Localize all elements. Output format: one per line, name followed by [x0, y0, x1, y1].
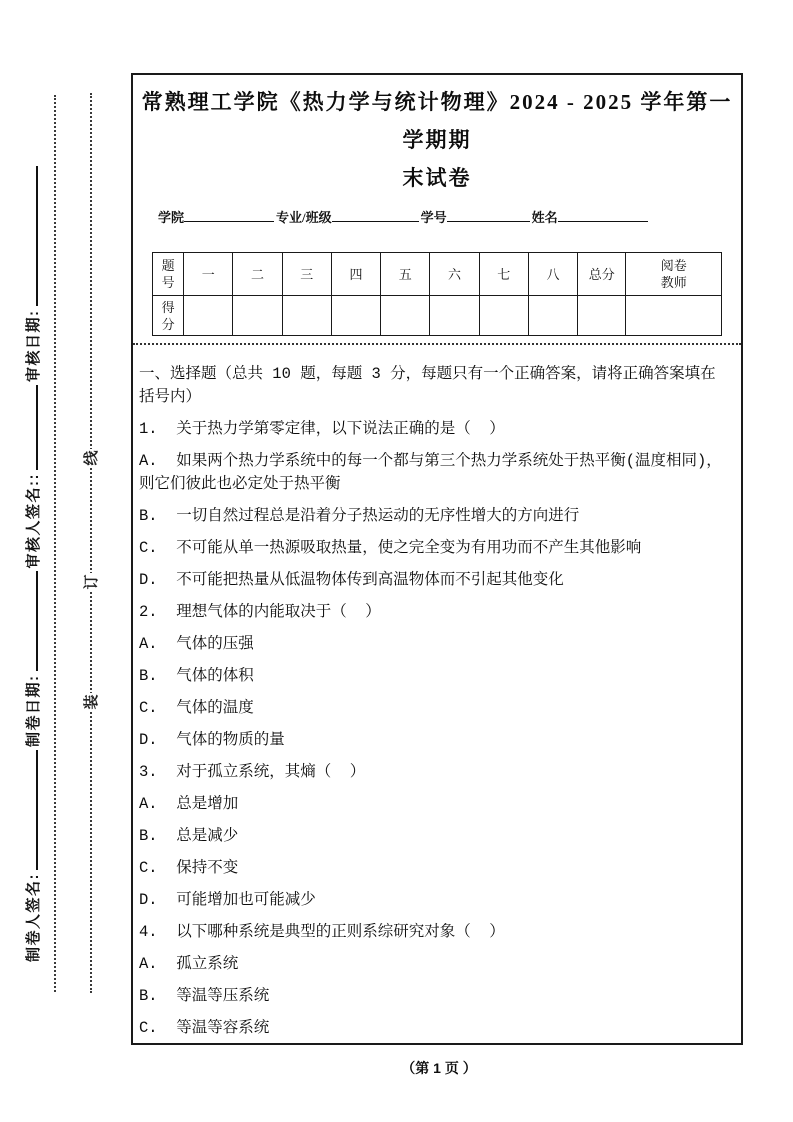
question-area — [137, 363, 737, 1040]
page-number: （第 1 页 ） — [401, 1060, 477, 1076]
score-cell-1 — [184, 296, 233, 336]
review-date-blank — [23, 167, 38, 307]
question-1-option-a: A. 如果两个热力学系统中的每一个都与第三个热力学系统处于热平衡(温度相同)，则它们彼此也必定处于热平衡 — [139, 452, 722, 493]
question-2-option-b: B. 气体的体积 — [139, 667, 254, 685]
score-table-col-5: 五 — [381, 253, 430, 296]
score-table-col-7: 七 — [479, 253, 528, 296]
exam-title-line2: 末试卷 — [402, 166, 472, 190]
score-table-corner-cell: 题号 — [153, 253, 184, 296]
exam-content-box — [131, 73, 743, 1045]
question-1-option-d: D. 不可能把热量从低温物体传到高温物体而不引起其他变化 — [139, 571, 564, 589]
margin-signature-line — [22, 150, 46, 962]
section-1-heading: 一、选择题（总共 10 题，每题 3 分，每题只有一个正确答案，请将正确答案填在括号内） — [139, 365, 716, 406]
question-4-option-a: A. 孤立系统 — [139, 955, 239, 973]
question-4-option-c: C. 等温等容系统 — [139, 1019, 270, 1037]
name-label: 姓名 — [531, 210, 558, 225]
question-2-option-c: C. 气体的温度 — [139, 699, 254, 717]
question-4: 4. 以下哪种系统是典型的正则系综研究对象（ ） — [139, 923, 505, 941]
paper-maker-date-label: 制卷日期: — [25, 674, 42, 747]
binding-char-ding: 订 — [83, 574, 100, 590]
question-4-option-b: B. 等温等压系统 — [139, 987, 270, 1005]
score-cell-2 — [233, 296, 282, 336]
score-cell-5 — [381, 296, 430, 336]
question-3-option-d: D. 可能增加也可能减少 — [139, 891, 316, 909]
score-cell-8 — [528, 296, 577, 336]
dotted-separator — [133, 343, 741, 345]
paper-maker-date-blank — [23, 572, 38, 672]
score-table-col-grader: 阅卷教师 — [626, 253, 722, 296]
score-cell-grader — [626, 296, 722, 336]
question-2: 2. 理想气体的内能取决于（ ） — [139, 603, 381, 621]
major-class-label: 专业/班级 — [276, 210, 332, 225]
question-1: 1. 关于热力学第零定律，以下说法正确的是（ ） — [139, 420, 505, 438]
score-table-col-1: 一 — [184, 253, 233, 296]
score-cell-4 — [331, 296, 380, 336]
question-1-option-b: B. 一切自然过程总是沿着分子热运动的无序性增大的方向进行 — [139, 507, 580, 525]
paper-maker-signature-label: 制卷人签名: — [25, 873, 42, 962]
score-table-col-4: 四 — [331, 253, 380, 296]
score-table-score-row — [153, 296, 722, 336]
question-3-option-c: C. 保持不变 — [139, 859, 239, 877]
score-row-label-cell: 得分 — [153, 296, 184, 336]
binding-char-zhuang: 装 — [83, 694, 100, 710]
score-table-col-3: 三 — [282, 253, 331, 296]
exam-title — [137, 83, 737, 197]
paper-maker-signature-blank — [23, 750, 38, 870]
question-3: 3. 对于孤立系统，其熵（ ） — [139, 763, 366, 781]
binding-char-xian: 线 — [83, 450, 100, 466]
question-2-option-a: A. 气体的压强 — [139, 635, 254, 653]
exam-title-line1: 常熟理工学院《热力学与统计物理》2024 - 2025 学年第一学期期 — [141, 90, 733, 152]
score-table-col-2: 二 — [233, 253, 282, 296]
major-class-blank — [332, 209, 419, 222]
score-cell-7 — [479, 296, 528, 336]
score-table-header-row — [153, 253, 722, 296]
score-table-col-total: 总分 — [578, 253, 626, 296]
score-table — [152, 252, 722, 336]
question-2-option-d: D. 气体的物质的量 — [139, 731, 285, 749]
college-label: 学院 — [158, 210, 185, 225]
score-table-col-8: 八 — [528, 253, 577, 296]
binding-dotted-line — [90, 93, 92, 993]
score-table-col-6: 六 — [430, 253, 479, 296]
reviewer-signature-label: 审核人签名:: — [25, 473, 42, 569]
score-cell-3 — [282, 296, 331, 336]
fold-dotted-line — [54, 95, 56, 992]
score-cell-6 — [430, 296, 479, 336]
name-blank — [558, 209, 648, 222]
reviewer-signature-blank — [23, 385, 38, 470]
question-3-option-a: A. 总是增加 — [139, 795, 239, 813]
score-cell-total — [578, 296, 626, 336]
student-id-blank — [447, 209, 530, 222]
review-date-label: 审核日期: — [25, 309, 42, 382]
student-id-label: 学号 — [420, 210, 447, 225]
question-1-option-c: C. 不可能从单一热源吸取热量，使之完全变为有用功而不产生其他影响 — [139, 539, 642, 557]
student-info-row — [137, 207, 737, 226]
question-3-option-b: B. 总是减少 — [139, 827, 239, 845]
college-blank — [184, 209, 274, 222]
